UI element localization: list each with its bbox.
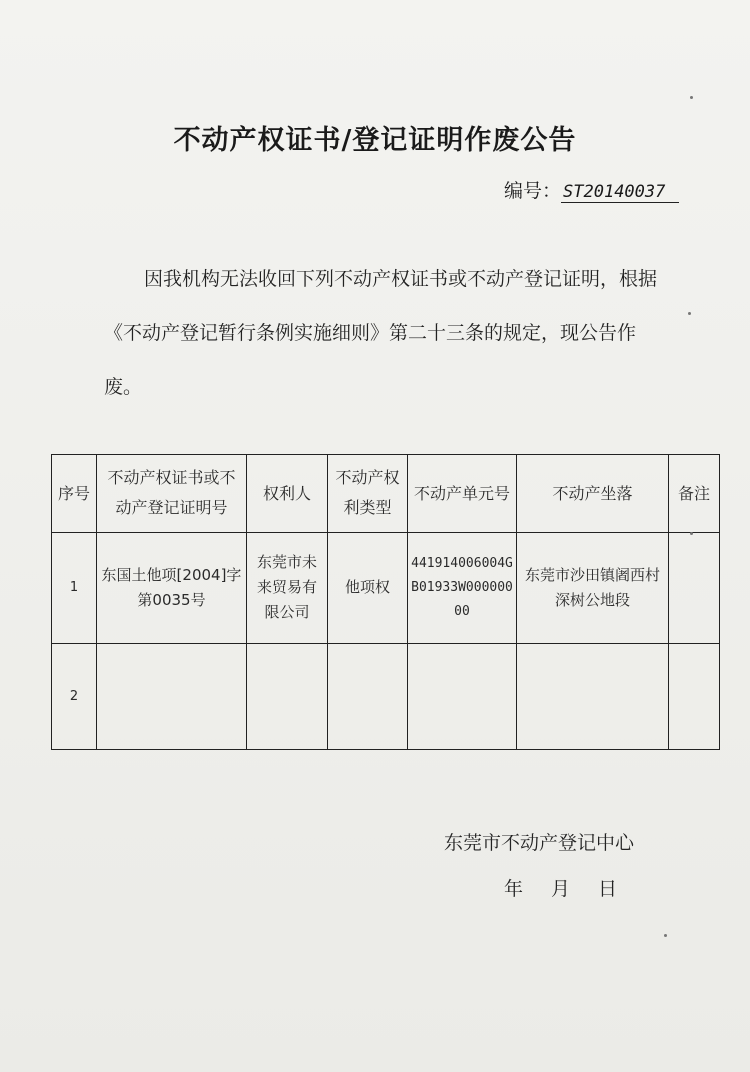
header-holder: 权利人 (247, 455, 328, 533)
paper-speck (690, 96, 693, 99)
serial-number (504, 176, 679, 203)
cell-cert-no (97, 644, 247, 750)
paper-speck (688, 312, 691, 315)
cell-holder: 东莞市未来贸易有限公司 (247, 532, 328, 644)
cell-holder (247, 644, 328, 750)
cell-location: 东莞市沙田镇阇西村深树公地段 (517, 532, 669, 644)
cell-remark (669, 532, 720, 644)
date-day: 日 (598, 878, 618, 900)
date-year: 年 (504, 878, 524, 900)
paper-speck (664, 934, 667, 937)
table-header-row (52, 455, 720, 533)
cell-cert-no: 东国土他项[2004]字第0035号 (97, 532, 247, 644)
header-remark: 备注 (669, 455, 720, 533)
table-row (52, 644, 720, 750)
void-certificate-table (51, 454, 720, 750)
header-cert-no: 不动产权证书或不动产登记证明号 (97, 455, 247, 533)
announcement-paragraph (104, 252, 670, 414)
cell-location (517, 644, 669, 750)
serial-label: 编号： (504, 180, 562, 202)
serial-value: ST20140037 (561, 182, 679, 203)
document-title: 不动产权证书/登记证明作废公告 (173, 125, 577, 156)
date-month: 月 (551, 878, 571, 900)
header-seq: 序号 (52, 455, 97, 533)
cell-right-type: 他项权 (328, 532, 408, 644)
cell-remark (669, 644, 720, 750)
cell-seq: 1 (52, 532, 97, 644)
issue-date (504, 874, 645, 901)
header-location: 不动产坐落 (517, 455, 669, 533)
announcement-text: 因我机构无法收回下列不动产权证书或不动产登记证明，根据《不动产登记暂行条例实施细则》第二十三条的规定，现公告作废。 (104, 268, 658, 398)
header-unit-no: 不动产单元号 (408, 455, 517, 533)
issuing-organization: 东莞市不动产登记中心 (444, 832, 635, 854)
cell-seq: 2 (52, 644, 97, 750)
cell-right-type (328, 644, 408, 750)
paper-speck (690, 532, 693, 535)
table-row (52, 532, 720, 644)
cell-unit-no: 441914006004GB01933W00000000 (408, 532, 517, 644)
header-right-type: 不动产权利类型 (328, 455, 408, 533)
cell-unit-no (408, 644, 517, 750)
